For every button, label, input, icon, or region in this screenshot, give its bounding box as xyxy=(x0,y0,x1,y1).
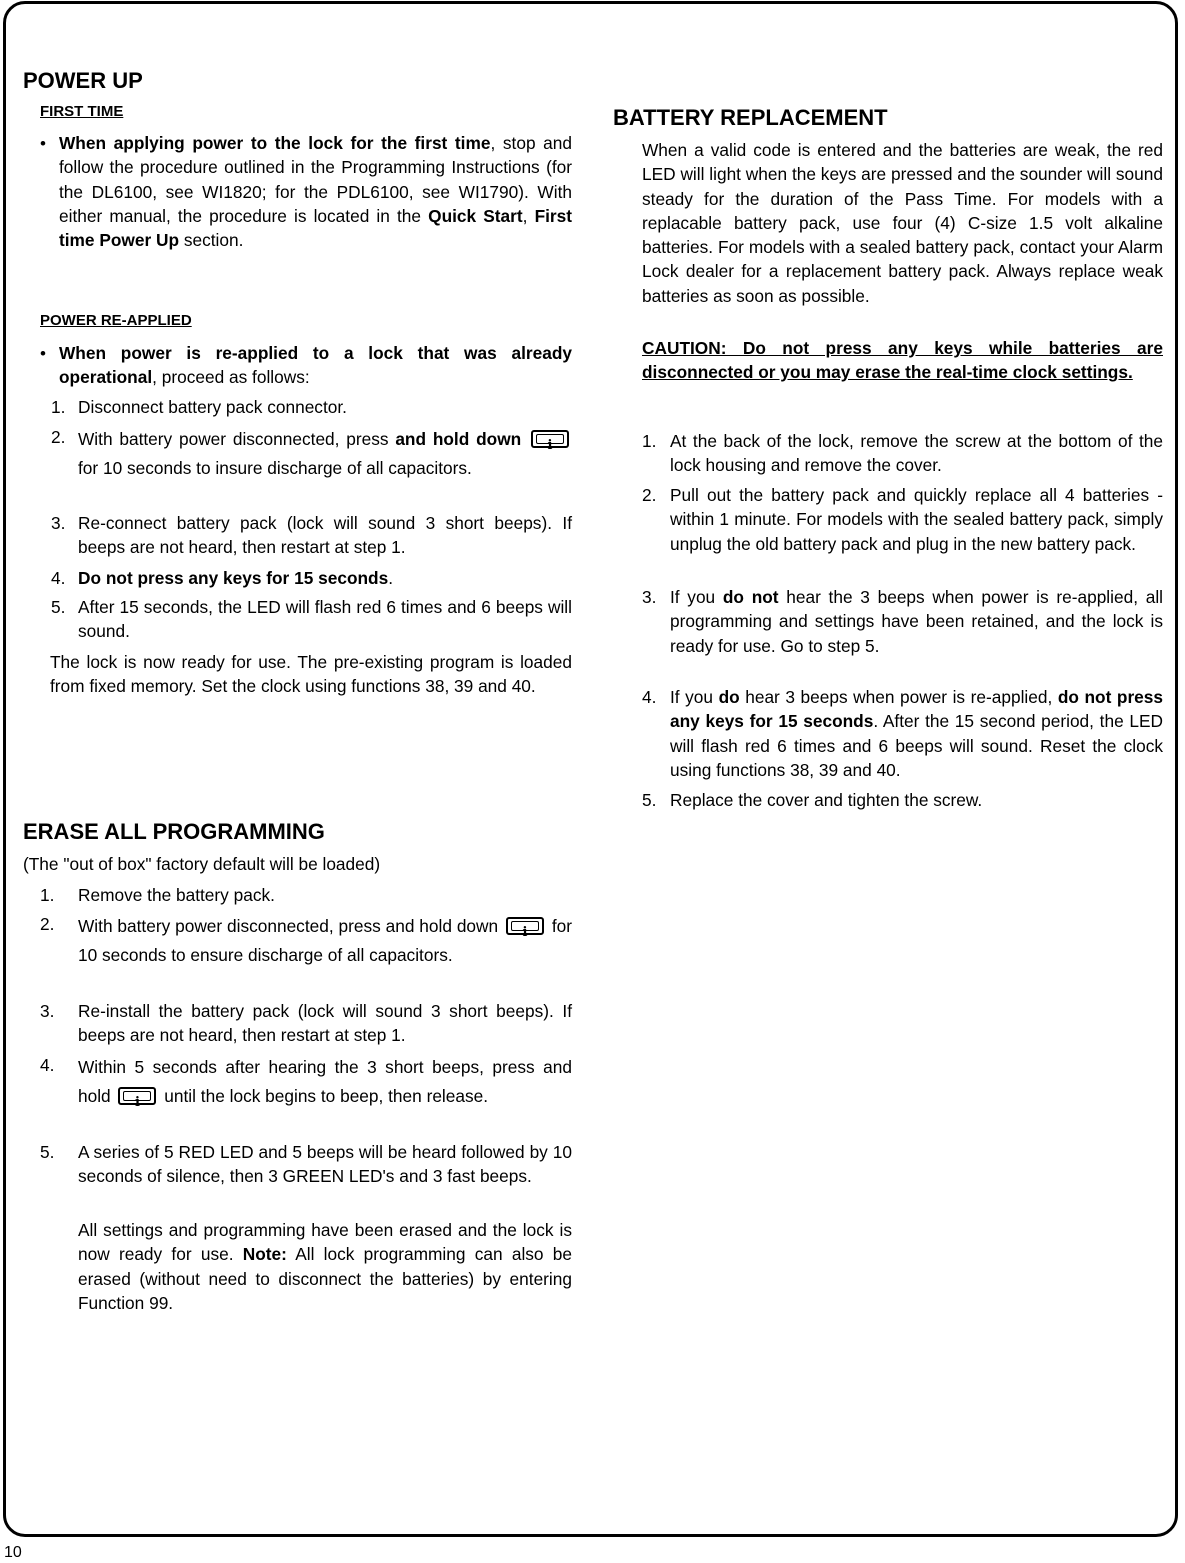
step-number: 5. xyxy=(51,597,66,617)
step-number: 4. xyxy=(51,568,66,588)
bullet-dot: • xyxy=(40,344,46,363)
step-bold: do xyxy=(718,687,740,707)
first-time-power-up-ref: First time Power Up xyxy=(59,205,573,251)
reapplied-paragraph xyxy=(59,341,572,390)
step-number: 2. xyxy=(642,485,657,505)
erase-step-5: A series of 5 RED LED and 5 beeps will be heard followed by 10 seconds of silence, then 3 GREEN LED's and 3 fast beeps. xyxy=(78,1142,572,1187)
info-key-icon xyxy=(506,917,544,935)
step-bold: do not xyxy=(722,587,779,607)
step-bold: Do not press any keys for 15 seconds xyxy=(78,568,389,588)
step-text: . xyxy=(388,568,394,588)
battery-title: BATTERY REPLACEMENT xyxy=(613,105,888,130)
quick-start-ref: Quick Start xyxy=(428,205,523,226)
power-up-closing: The lock is now ready for use. The pre-existing program is loaded from fixed memory. Set the clock using functions 38, 39 and 40. xyxy=(50,652,572,697)
erase-step-1: Remove the battery pack. xyxy=(78,885,275,905)
step-number: 2. xyxy=(51,427,66,447)
reapplied-step-5: After 15 seconds, the LED will flash red 6 times and 6 beeps will sound. xyxy=(78,597,572,642)
info-key-icon xyxy=(118,1087,156,1105)
section-word: section. xyxy=(179,230,244,251)
step-number: 4. xyxy=(642,687,657,707)
step-number: 3. xyxy=(40,1001,55,1021)
step-number: 4. xyxy=(40,1055,55,1075)
step-number: 1. xyxy=(51,397,66,417)
page-number: 10 xyxy=(4,1544,22,1561)
reapplied-text: , proceed as follows: xyxy=(152,367,310,388)
first-time-heading: FIRST TIME xyxy=(40,103,124,120)
erase-step-4 xyxy=(78,1053,572,1111)
reapplied-bold: When power is re-applied to a lock that was already operational xyxy=(59,343,572,388)
step-number: 2. xyxy=(40,914,55,934)
step-text: for 10 seconds to ensure discharge of all capacitors. xyxy=(78,916,573,965)
comma: , xyxy=(522,205,535,226)
step-text: hear the 3 beeps when power is re-applied, all programming and settings have been retained, and the lock is ready for use. Go to step 5. xyxy=(670,587,1163,656)
step-text: until the lock begins to beep, then release. xyxy=(159,1086,489,1106)
battery-step-2: Pull out the battery pack and quickly replace all 4 batteries - within 1 minute. For models with the sealed battery pack, simply unplug the old battery pack and plug in the new battery pack. xyxy=(670,485,1163,554)
closing-text: All lock programming can also be erased (without need to disconnect the batteries) by entering Function 99. xyxy=(78,1244,573,1313)
step-text: With battery power disconnected, press xyxy=(78,429,396,449)
reapplied-step-1: Disconnect battery pack connector. xyxy=(78,397,347,417)
battery-step-3 xyxy=(670,585,1163,658)
first-time-text: , stop and follow the procedure outlined in the Programming Instructions (for the DL6100, see WI1820; for the PDL6100, see WI1790). With either manual, the procedure is located in the xyxy=(59,133,572,226)
step-text: With battery power disconnected, press and hold down xyxy=(78,916,503,936)
closing-text: All settings and programming have been erased and the lock is now ready for use. xyxy=(78,1220,572,1265)
erase-step-2 xyxy=(78,912,572,970)
step-bold: do not press any keys for 15 seconds xyxy=(670,687,1164,732)
battery-intro: When a valid code is entered and the batteries are weak, the red LED will light when the keys are pressed and the sounder will sound steady for the duration of the Pass Time. For models with a replacable battery pack, use four (4) C-size 1.5 volt alkaline batteries. For models with a sealed battery pack, contact your Alarm Lock dealer for a replacement battery pack. Always replace weak batteries as soon as possible. xyxy=(642,140,1163,306)
reapplied-step-3: Re-connect battery pack (lock will sound 3 short beeps). If beeps are not heard, then restart at step 1. xyxy=(78,513,572,558)
step-text: If you xyxy=(670,587,723,607)
step-number: 3. xyxy=(51,513,66,533)
step-text: hear 3 beeps when power is re-applied, xyxy=(739,687,1058,707)
first-time-bold: When applying power to the lock for the first time xyxy=(59,133,491,153)
erase-title: ERASE ALL PROGRAMMING xyxy=(23,819,325,844)
battery-caution: CAUTION: Do not press any keys while batteries are disconnected or you may erase the real-time clock settings. xyxy=(642,338,1163,383)
step-text: . After the 15 second period, the LED will flash red 6 times and 6 beeps will sound. Reset the clock using functions 38, 39 and 40. xyxy=(670,711,1163,780)
step-number: 1. xyxy=(40,885,55,905)
power-reapplied-heading: POWER RE-APPLIED xyxy=(40,312,192,329)
step-number: 5. xyxy=(642,790,657,810)
battery-step-5: Replace the cover and tighten the screw. xyxy=(670,790,983,810)
power-up-title: POWER UP xyxy=(23,68,143,93)
info-key-icon xyxy=(531,430,569,448)
battery-step-4 xyxy=(670,685,1163,782)
erase-subtitle: (The "out of box" factory default will be loaded) xyxy=(23,854,381,874)
step-text: for 10 seconds to insure discharge of all capacitors. xyxy=(78,458,472,478)
first-time-paragraph xyxy=(59,131,572,252)
note-label: Note: xyxy=(242,1244,287,1265)
step-text: If you xyxy=(670,687,719,707)
step-number: 5. xyxy=(40,1142,55,1162)
reapplied-step-2 xyxy=(78,425,572,483)
erase-step-3: Re-install the battery pack (lock will sound 3 short beeps). If beeps are not heard, then restart at step 1. xyxy=(78,1001,572,1046)
step-number: 1. xyxy=(642,431,657,451)
reapplied-step-4 xyxy=(78,566,572,590)
step-text: Within 5 seconds after hearing the 3 short beeps, press and hold xyxy=(78,1057,572,1106)
step-number: 3. xyxy=(642,587,657,607)
step-bold: and hold down xyxy=(395,429,522,449)
battery-step-1: At the back of the lock, remove the screw at the bottom of the lock housing and remove the cover. xyxy=(670,431,1163,476)
erase-closing xyxy=(78,1218,572,1315)
bullet-dot: • xyxy=(40,134,46,153)
